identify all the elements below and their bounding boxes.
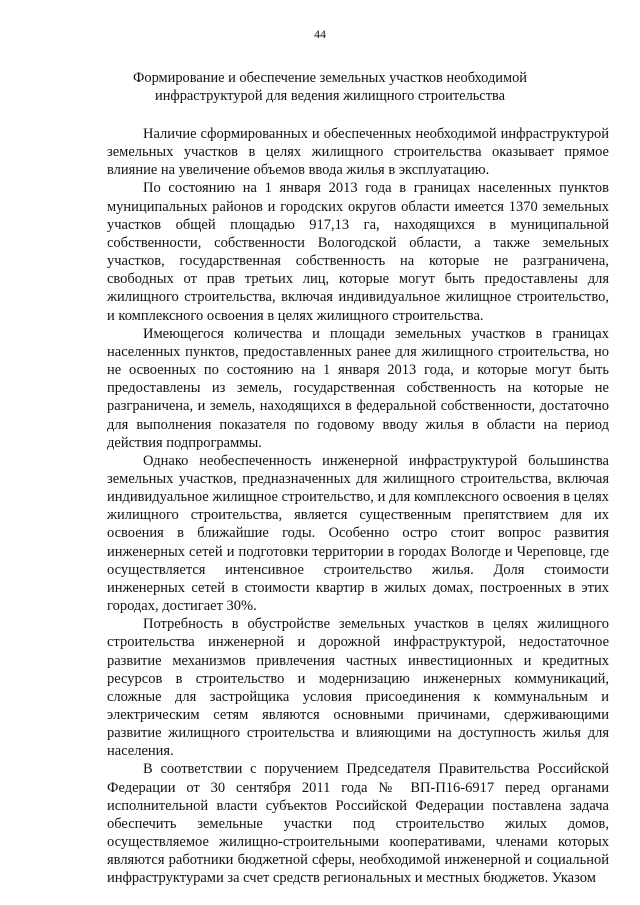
section-heading: Формирование и обеспечение земельных участков необходимой инфраструктурой для ведения жилищного строительства	[133, 70, 527, 104]
paragraph: В соответствии с поручением Председателя Правительства Российской Федерации от 30 сентября 2011 года № ВП-П16-6917 перед органами исполнительной власти субъектов Российской Федерации поставлена задача обеспечить земельные участки под строительство жилых домов, осуществляемое жилищно-строительными кооперативами, членами которых являются работники бюджетной сферы, необходимой инженерной и социальной инфраструктурами за счет средств региональных и местных бюджетов. Указом	[107, 761, 609, 887]
body-text	[107, 125, 609, 888]
paragraph: Однако необеспеченность инженерной инфраструктурой большинства земельных участков, предназначенных для жилищного строительства, включая индивидуальное жилищное строительство, и для комплексного освоения в целях жилищного строительства, является существенным препятствием для их освоения в ближайшие годы. Особенно остро стоит вопрос развития инженерных сетей и подготовки территории в городах Вологде и Череповце, где осуществляется интенсивное строительство жилья. Доля стоимости инженерных сетей в стоимости квартир в жилых домах, построенных в этих городах, достигает 30%.	[107, 452, 609, 615]
page-number: 44	[314, 27, 326, 41]
paragraph: По состоянию на 1 января 2013 года в границах населенных пунктов муниципальных районов и городских округов области имеется 1370 земельных участков общей площадью 917,13 га, находящихся в муниципальной собственности, собственности Вологодской области, а также земельных участков, государственная собственность на которые не разграничена, свободных от прав третьих лиц, которые могут быть предоставлены для жилищного строительства, включая индивидуальное жилищное строительство, и комплексного освоения в целях жилищного строительства.	[107, 180, 609, 324]
paragraph: Наличие сформированных и обеспеченных необходимой инфраструктурой земельных участков в целях жилищного строительства оказывает прямое влияние на увеличение объемов ввода жилья в эксплуатацию.	[107, 126, 609, 179]
paragraph: Имеющегося количества и площади земельных участков в границах населенных пунктов, предоставленных ранее для жилищного строительства, но не освоенных по состоянию на 1 января 2013 года, и которые могут быть предоставлены из земель, государственная собственность на которые не разграничена, и земель, находящихся в федеральной собственности, достаточно для выполнения показателя по годовому вводу жилья в области на период действия подпрограммы.	[107, 325, 609, 451]
paragraph: Потребность в обустройстве земельных участков в целях жилищного строительства инженерной и дорожной инфраструктурой, недостаточное развитие механизмов привлечения частных инвестиционных и кредитных ресурсов в строительство и модернизацию инженерных коммуникаций, сложные для застройщика условия присоединения к коммунальным и электрическим сетям являются основными причинами, сдерживающими развитие жилищного строительства и влияющими на доступность жилья для населения.	[107, 616, 609, 760]
